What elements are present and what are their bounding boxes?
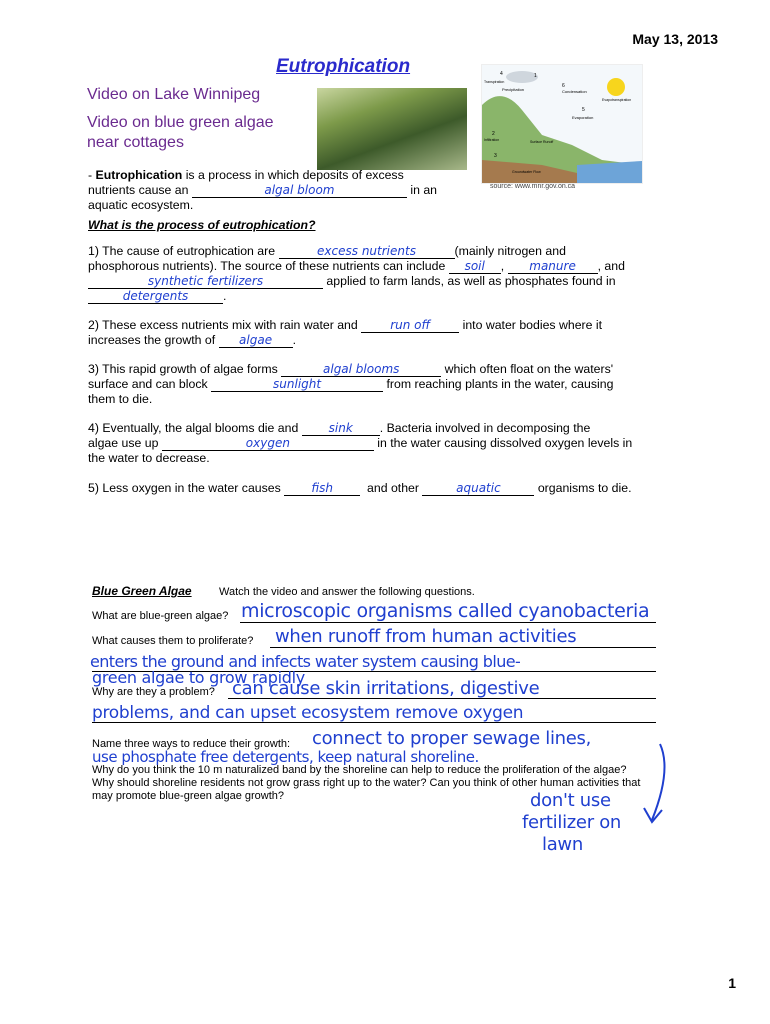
answer-reduce-1: connect to proper sewage lines, — [312, 728, 592, 749]
label-n1: 1 — [534, 73, 537, 79]
answer-manure: manure — [529, 259, 576, 273]
label-evapotranspiration: Evapotranspiration — [602, 98, 632, 102]
video-link-algae[interactable] — [87, 113, 274, 153]
process-heading: What is the process of eutrophication? — [88, 218, 316, 232]
answer-sunlight: sunlight — [273, 377, 322, 391]
label-n3: 3 — [494, 153, 497, 159]
answer-proliferate-3: green algae to grow rapidly — [92, 668, 305, 687]
answer-proliferate-2: enters the ground and infects water system causing blue- — [90, 652, 521, 671]
answer-problem-1: can cause skin irritations, digestive — [232, 678, 540, 699]
label-condensation: Condensation — [562, 89, 587, 94]
question-band: Why do you think the 10 m naturalized band by the shoreline can help to reduce the proliferation of the algae? — [92, 764, 627, 776]
answer-algal-bloom: algal bloom — [264, 183, 335, 197]
sun-icon — [607, 78, 625, 96]
answer-reduce-2: use phosphate free detergents, keep natural shoreline. — [92, 748, 479, 766]
label-groundwater: Groundwater Flow — [512, 170, 541, 174]
label-transpiration: Transpiration — [484, 80, 505, 84]
arrow-line — [652, 744, 665, 820]
question-problem: Why are they a problem? — [92, 686, 215, 698]
answer-detergents: detergents — [122, 289, 189, 303]
label-precipitation: Precipitation — [502, 87, 525, 92]
lake-algae-photo — [317, 88, 467, 170]
label-evaporation: Evaporation — [572, 115, 594, 120]
answer-what-are: microscopic organisms called cyanobacteria — [241, 600, 650, 622]
answer-sink: sink — [328, 421, 353, 435]
question-promote: may promote blue-green algae growth? — [92, 790, 285, 802]
video-link-algae-line2: near cottages — [87, 134, 184, 151]
question-1: 1) The cause of eutrophication are excess nutrients (mainly nitrogen and phosphorous nutrients). The source of these nutrients can include soil , manure , and synthetic fertilizers applied to farm lands, as well as phosphates found in detergents . — [88, 244, 625, 303]
answer-soil: soil — [464, 259, 485, 273]
diagram-source: source: www.mnr.gov.on.ca — [490, 183, 576, 190]
blue-green-heading: Blue Green Algae — [92, 584, 192, 598]
label-n6: 6 — [562, 83, 565, 89]
answer-algal-blooms: algal blooms — [323, 362, 400, 376]
answer-proliferate-1: when runoff from human activities — [275, 626, 577, 647]
question-2: 2) These excess nutrients mix with rain water and run off into water bodies where it increases the growth of algae . — [88, 318, 603, 347]
question-3: 3) This rapid growth of algae forms algal blooms which often float on the waters' surface and can block sunlight from reaching plants in the water, causing them to die. — [88, 362, 614, 406]
answer-algae: algae — [239, 333, 273, 347]
answer-extra-2: fertilizer on — [522, 812, 622, 833]
video-link-algae-line1: Video on blue green algae — [87, 114, 274, 131]
answer-extra-3: lawn — [542, 834, 583, 855]
handwritten-arrow — [632, 740, 682, 830]
label-n5: 5 — [582, 107, 585, 113]
answer-aquatic: aquatic — [456, 481, 501, 495]
blue-green-instructions: Watch the video and answer the following questions. — [219, 586, 475, 598]
question-reduce: Name three ways to reduce their growth: — [92, 738, 291, 750]
answer-extra-1: don't use — [530, 790, 611, 811]
question-4: 4) Eventually, the algal blooms die and sink . Bacteria involved in decomposing the algae use up oxygen in the water causing dissolved oxygen levels in the water to decrease. — [88, 421, 633, 465]
label-surface-runoff: Surface Runoff — [530, 140, 554, 144]
answer-fish: fish — [311, 481, 333, 495]
question-5: 5) Less oxygen in the water causes fish and other aquatic organisms to die. — [88, 481, 632, 495]
definition-term: Eutrophication — [95, 168, 183, 182]
page-number: 1 — [728, 975, 736, 991]
definition: - Eutrophication is a process in which deposits of excess nutrients cause an algal bloom in an aquatic ecosystem. — [88, 168, 438, 212]
question-proliferate: What causes them to proliferate? — [92, 635, 254, 647]
label-n4: 4 — [500, 71, 503, 77]
label-n2: 2 — [492, 131, 495, 137]
water-cycle-diagram — [481, 64, 643, 184]
question-what-are: What are blue-green algae? — [92, 610, 229, 622]
date: May 13, 2013 — [632, 31, 718, 47]
answer-synthetic-fertilizers: synthetic fertilizers — [147, 274, 264, 288]
question-grass: Why should shoreline residents not grow grass right up to the water? Can you think of other human activities that — [92, 777, 641, 789]
answer-oxygen: oxygen — [245, 436, 290, 450]
label-infiltration: Infiltration — [484, 138, 500, 142]
video-link-lake[interactable]: Video on Lake Winnipeg — [87, 86, 261, 103]
answer-excess-nutrients: excess nutrients — [317, 244, 416, 258]
page-title: Eutrophication — [276, 56, 411, 77]
answer-problem-2: problems, and can upset ecosystem remove oxygen — [92, 703, 524, 723]
answer-run-off: run off — [390, 318, 431, 332]
